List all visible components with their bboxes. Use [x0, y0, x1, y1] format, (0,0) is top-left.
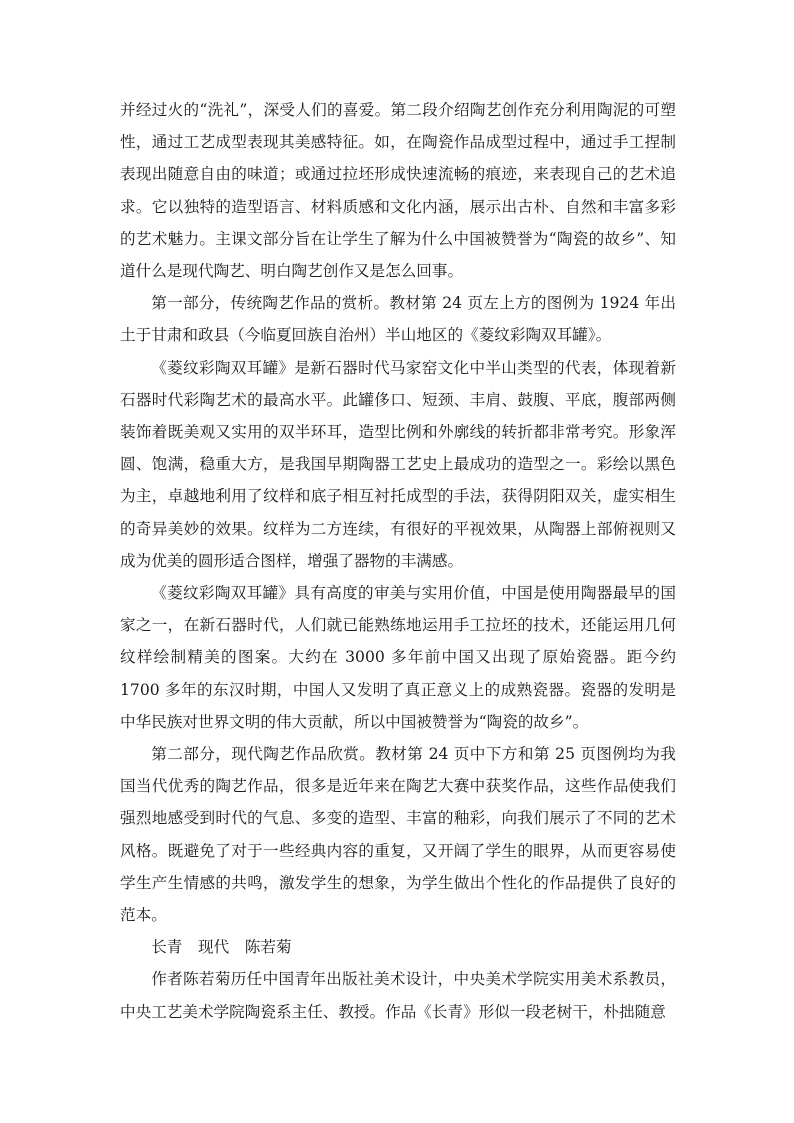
paragraph-continuation: 并经过火的“洗礼”，深受人们的喜爱。第二段介绍陶艺创作充分利用陶泥的可塑性，通过工艺成型表现其美感特征。如，在陶瓷作品成型过程中，通过手工捏制表现出随意自由的味道；或通过拉坯形成快速流畅的痕迹，来表现自己的艺术追求。它以独特的造型语言、材料质感和文化内涵，展示出古朴、自然和丰富多彩的艺术魅力。主课文部分旨在让学生了解为什么中国被赞誉为“陶瓷的故乡”、知道什么是现代陶艺、明白陶艺创作又是怎么回事。 [120, 101, 676, 281]
paragraph-part-one-intro: 第一部分，传统陶艺作品的赏析。教材第 24 页左上方的图例为 1924 年出土于甘肃和政县（今临夏回族自治州）半山地区的《菱纹彩陶双耳罐》。 [120, 294, 676, 345]
paragraph-jar-description: 《菱纹彩陶双耳罐》是新石器时代马家窑文化中半山类型的代表，体现着新石器时代彩陶艺术的最高水平。此罐侈口、短颈、丰肩、鼓腹、平底，腹部两侧装饰着既美观又实用的双半环耳，造型比例和外廓线的转折都非常考究。形象浑圆、饱满，稳重大方，是我国早期陶器工艺史上最成功的造型之一。彩绘以黑色为主，卓越地利用了纹样和底子相互衬托成型的手法，获得阴阳双关，虚实相生的奇异美妙的效果。纹样为二方连续，有很好的平视效果，从陶器上部俯视则又成为优美的圆形适合图样，增强了器物的丰满感。 [120, 358, 676, 570]
document-body [120, 94, 676, 1028]
paragraph-artist-bio: 作者陈若菊历任中国青年出版社美术设计，中央美术学院实用美术系教员，中央工艺美术学院陶瓷系主任、教授。作品《长青》形似一段老树干，朴拙随意 [120, 970, 676, 1021]
paragraph-jar-value: 《菱纹彩陶双耳罐》具有高度的审美与实用价值，中国是使用陶器最早的国家之一，在新石器时代，人们就已能熟练地运用手工拉坯的技术，还能运用几何纹样绘制精美的图案。大约在 3000 多年前中国又出现了原始瓷器。距今约 1700 多年的东汉时期，中国人又发明了真正意义上的成熟瓷器。瓷器的发明是中华民族对世界文明的伟大贡献，所以中国被赞誉为“陶瓷的故乡”。 [120, 584, 676, 731]
artwork-caption: 长青 现代 陈若菊 [151, 938, 292, 957]
paragraph-part-two-intro: 第二部分，现代陶艺作品欣赏。教材第 24 页中下方和第 25 页图例均为我国当代优秀的陶艺作品，很多是近年来在陶艺大赛中获奖作品，这些作品使我们强烈地感受到时代的气息、多变的造型、丰富的釉彩，向我们展示了不同的艺术风格。既避免了对于一些经典内容的重复，又开阔了学生的眼界，从而更容易使学生产生情感的共鸣，激发学生的想象，为学生做出个性化的作品提供了良好的范本。 [120, 745, 676, 925]
